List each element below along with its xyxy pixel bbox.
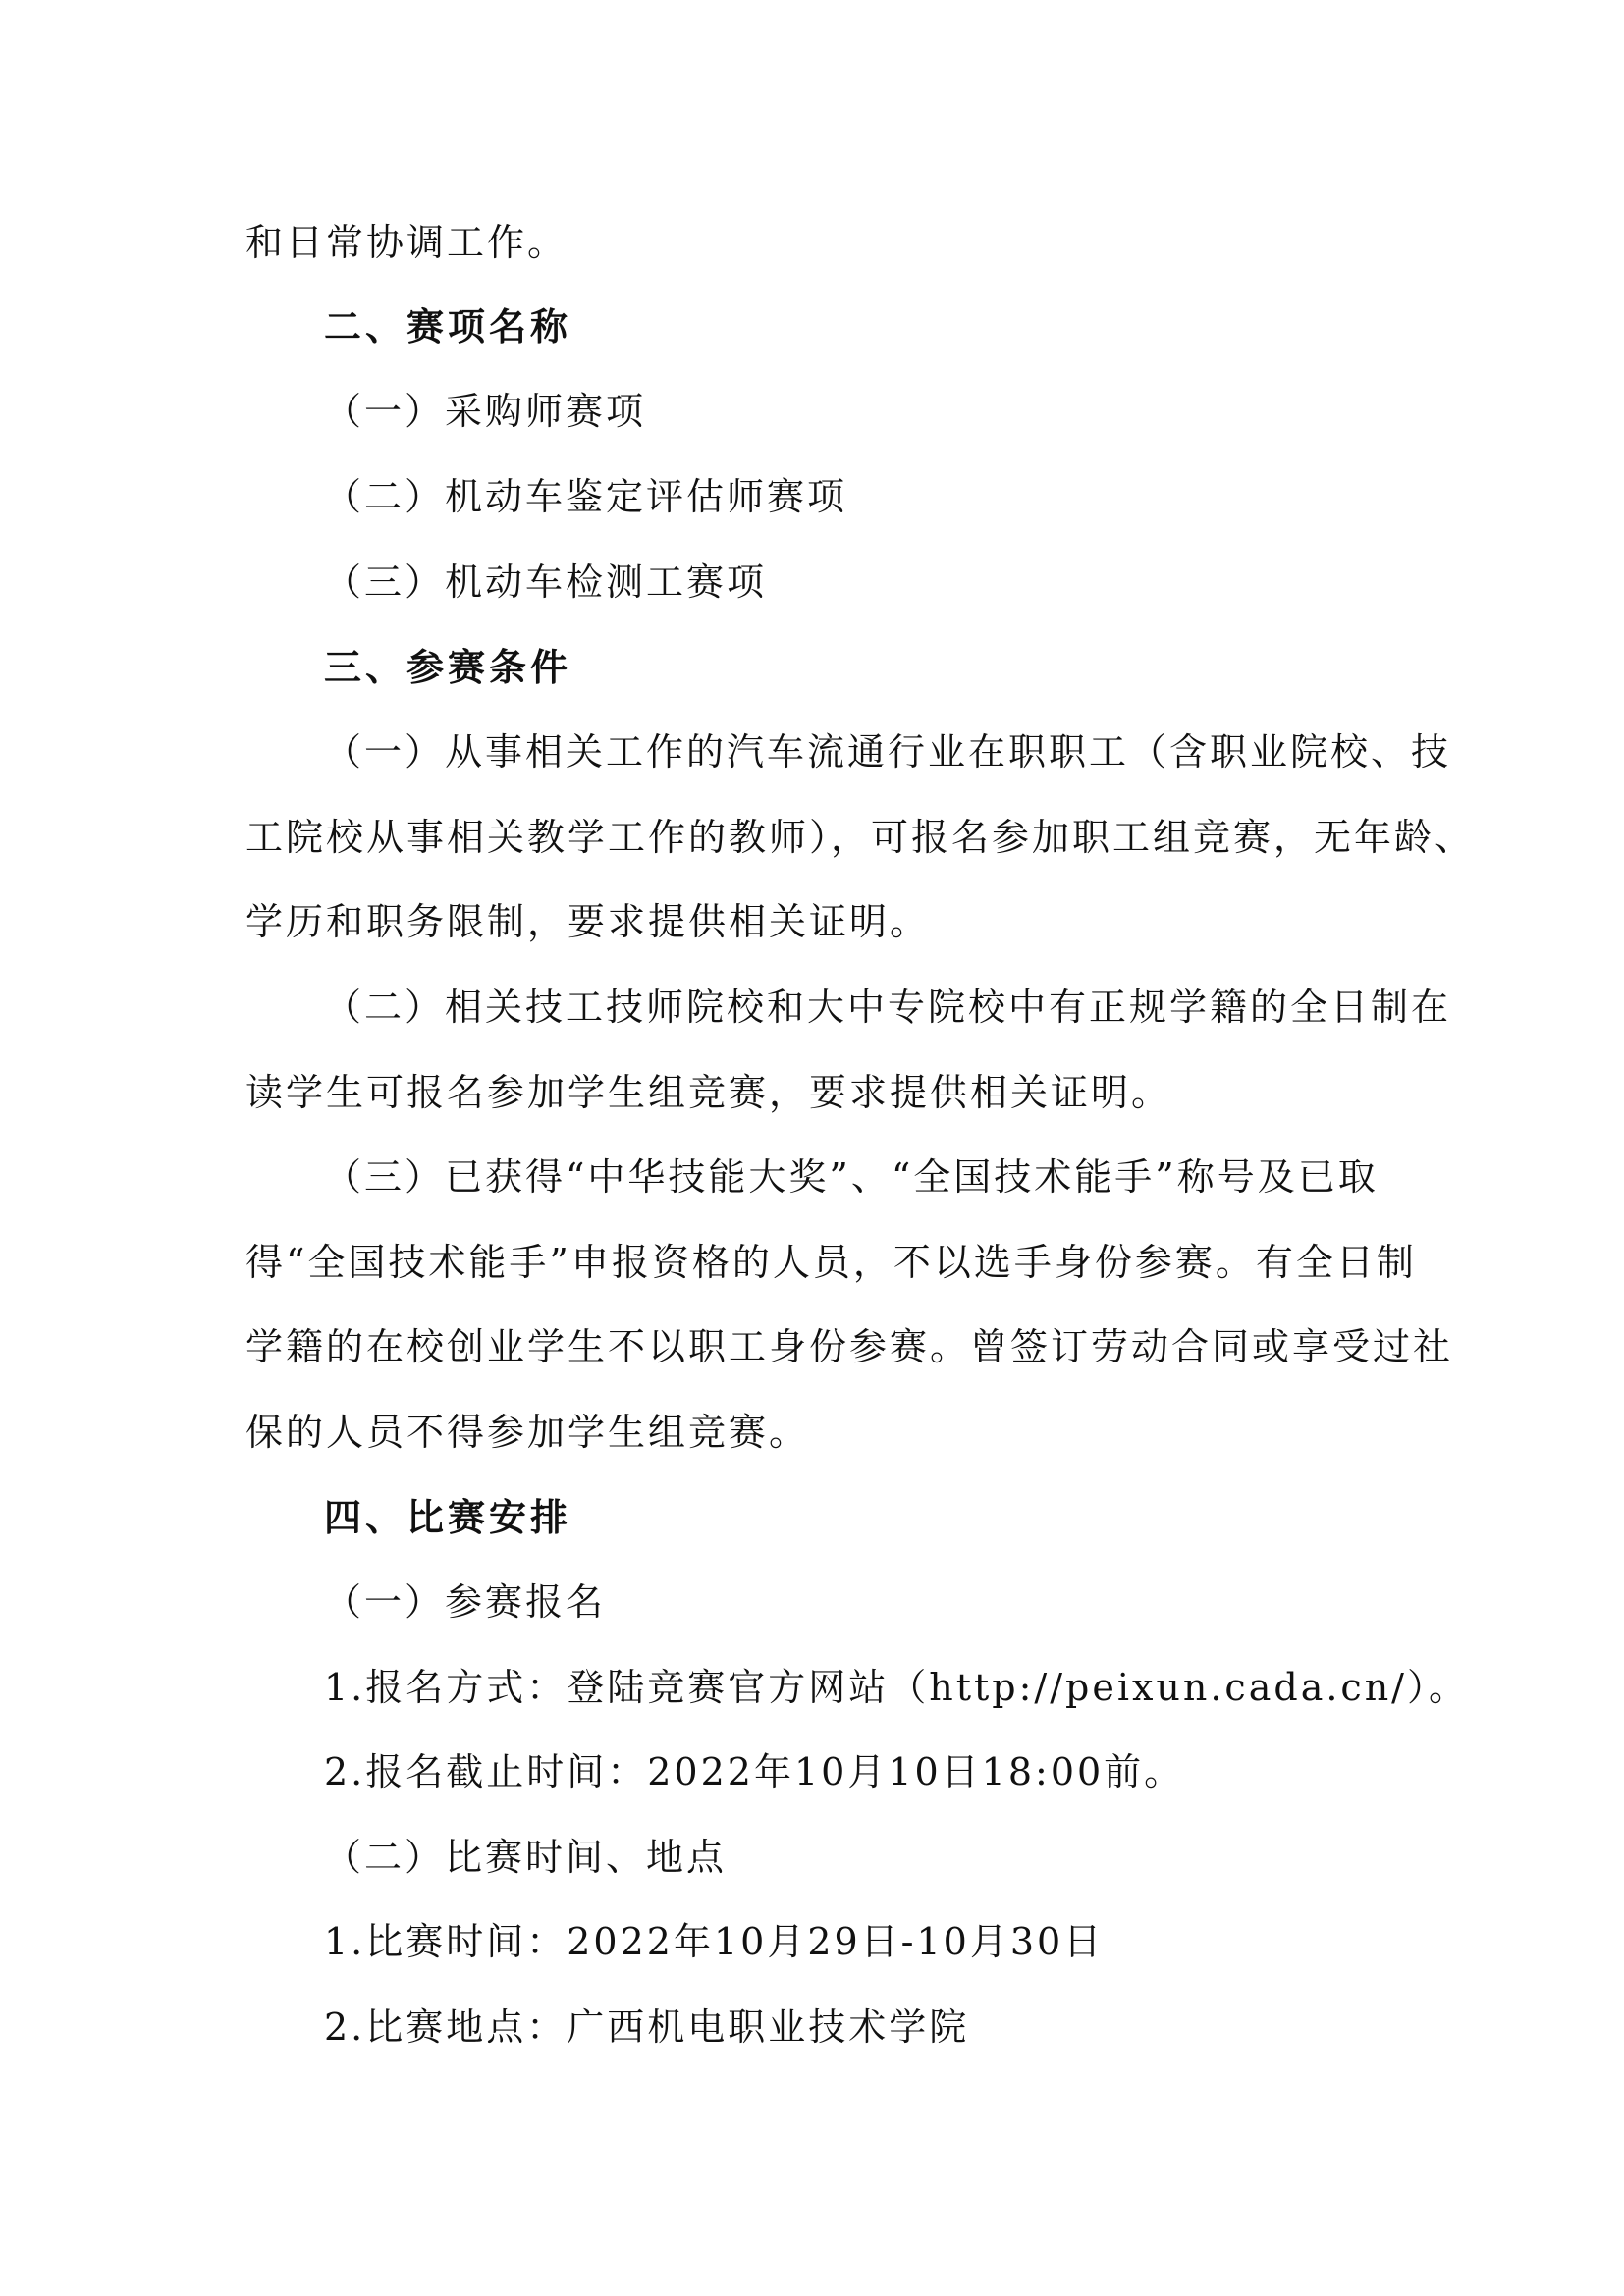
eligibility-para3-line1: （三）已获得“中华技能大奖”、“全国技术能手”称号及已取 xyxy=(324,1155,1379,1199)
section-heading-event-names: 二、赛项名称 xyxy=(324,305,572,348)
eligibility-para2-line1: （二）相关技工技师院校和大中专院校中有正规学籍的全日制在 xyxy=(324,986,1452,1029)
time-location-subheading: （二）比赛时间、地点 xyxy=(324,1836,728,1879)
eligibility-para1-line3: 学历和职务限制，要求提供相关证明。 xyxy=(245,900,931,943)
intro-tail-text: 和日常协调工作。 xyxy=(245,221,568,264)
event-item-2: （二）机动车鉴定评估师赛项 xyxy=(324,475,848,518)
section-heading-eligibility: 三、参赛条件 xyxy=(324,646,572,689)
section-heading-arrangement: 四、比赛安排 xyxy=(324,1496,572,1539)
eligibility-para1-line2: 工院校从事相关教学工作的教师），可报名参加职工组竞赛，无年龄、 xyxy=(245,816,1476,859)
event-item-3: （三）机动车检测工赛项 xyxy=(324,561,768,604)
registration-deadline-text: 2.报名截止时间：2022年10月10日18:00前。 xyxy=(324,1750,1185,1793)
eligibility-para3-line3: 学籍的在校创业学生不以职工身份参赛。曾签订劳动合同或享受过社 xyxy=(245,1325,1454,1368)
registration-subheading: （一）参赛报名 xyxy=(324,1580,607,1624)
competition-location-text: 2.比赛地点：广西机电职业技术学院 xyxy=(324,2005,970,2049)
eligibility-para1-line1: （一）从事相关工作的汽车流通行业在职职工（含职业院校、技 xyxy=(324,730,1452,774)
eligibility-para3-line4: 保的人员不得参加学生组竞赛。 xyxy=(245,1411,810,1454)
eligibility-para2-line2: 读学生可报名参加学生组竞赛，要求提供相关证明。 xyxy=(245,1071,1172,1114)
competition-time-text: 1.比赛时间：2022年10月29日-10月30日 xyxy=(324,1920,1105,1963)
registration-method-text: 1.报名方式：登陆竞赛官方网站（http://peixun.cada.cn/）。 xyxy=(324,1666,1469,1709)
eligibility-para3-line2: 得“全国技术能手”申报资格的人员，不以选手身份参赛。有全日制 xyxy=(245,1241,1417,1284)
event-item-1: （一）采购师赛项 xyxy=(324,390,647,433)
